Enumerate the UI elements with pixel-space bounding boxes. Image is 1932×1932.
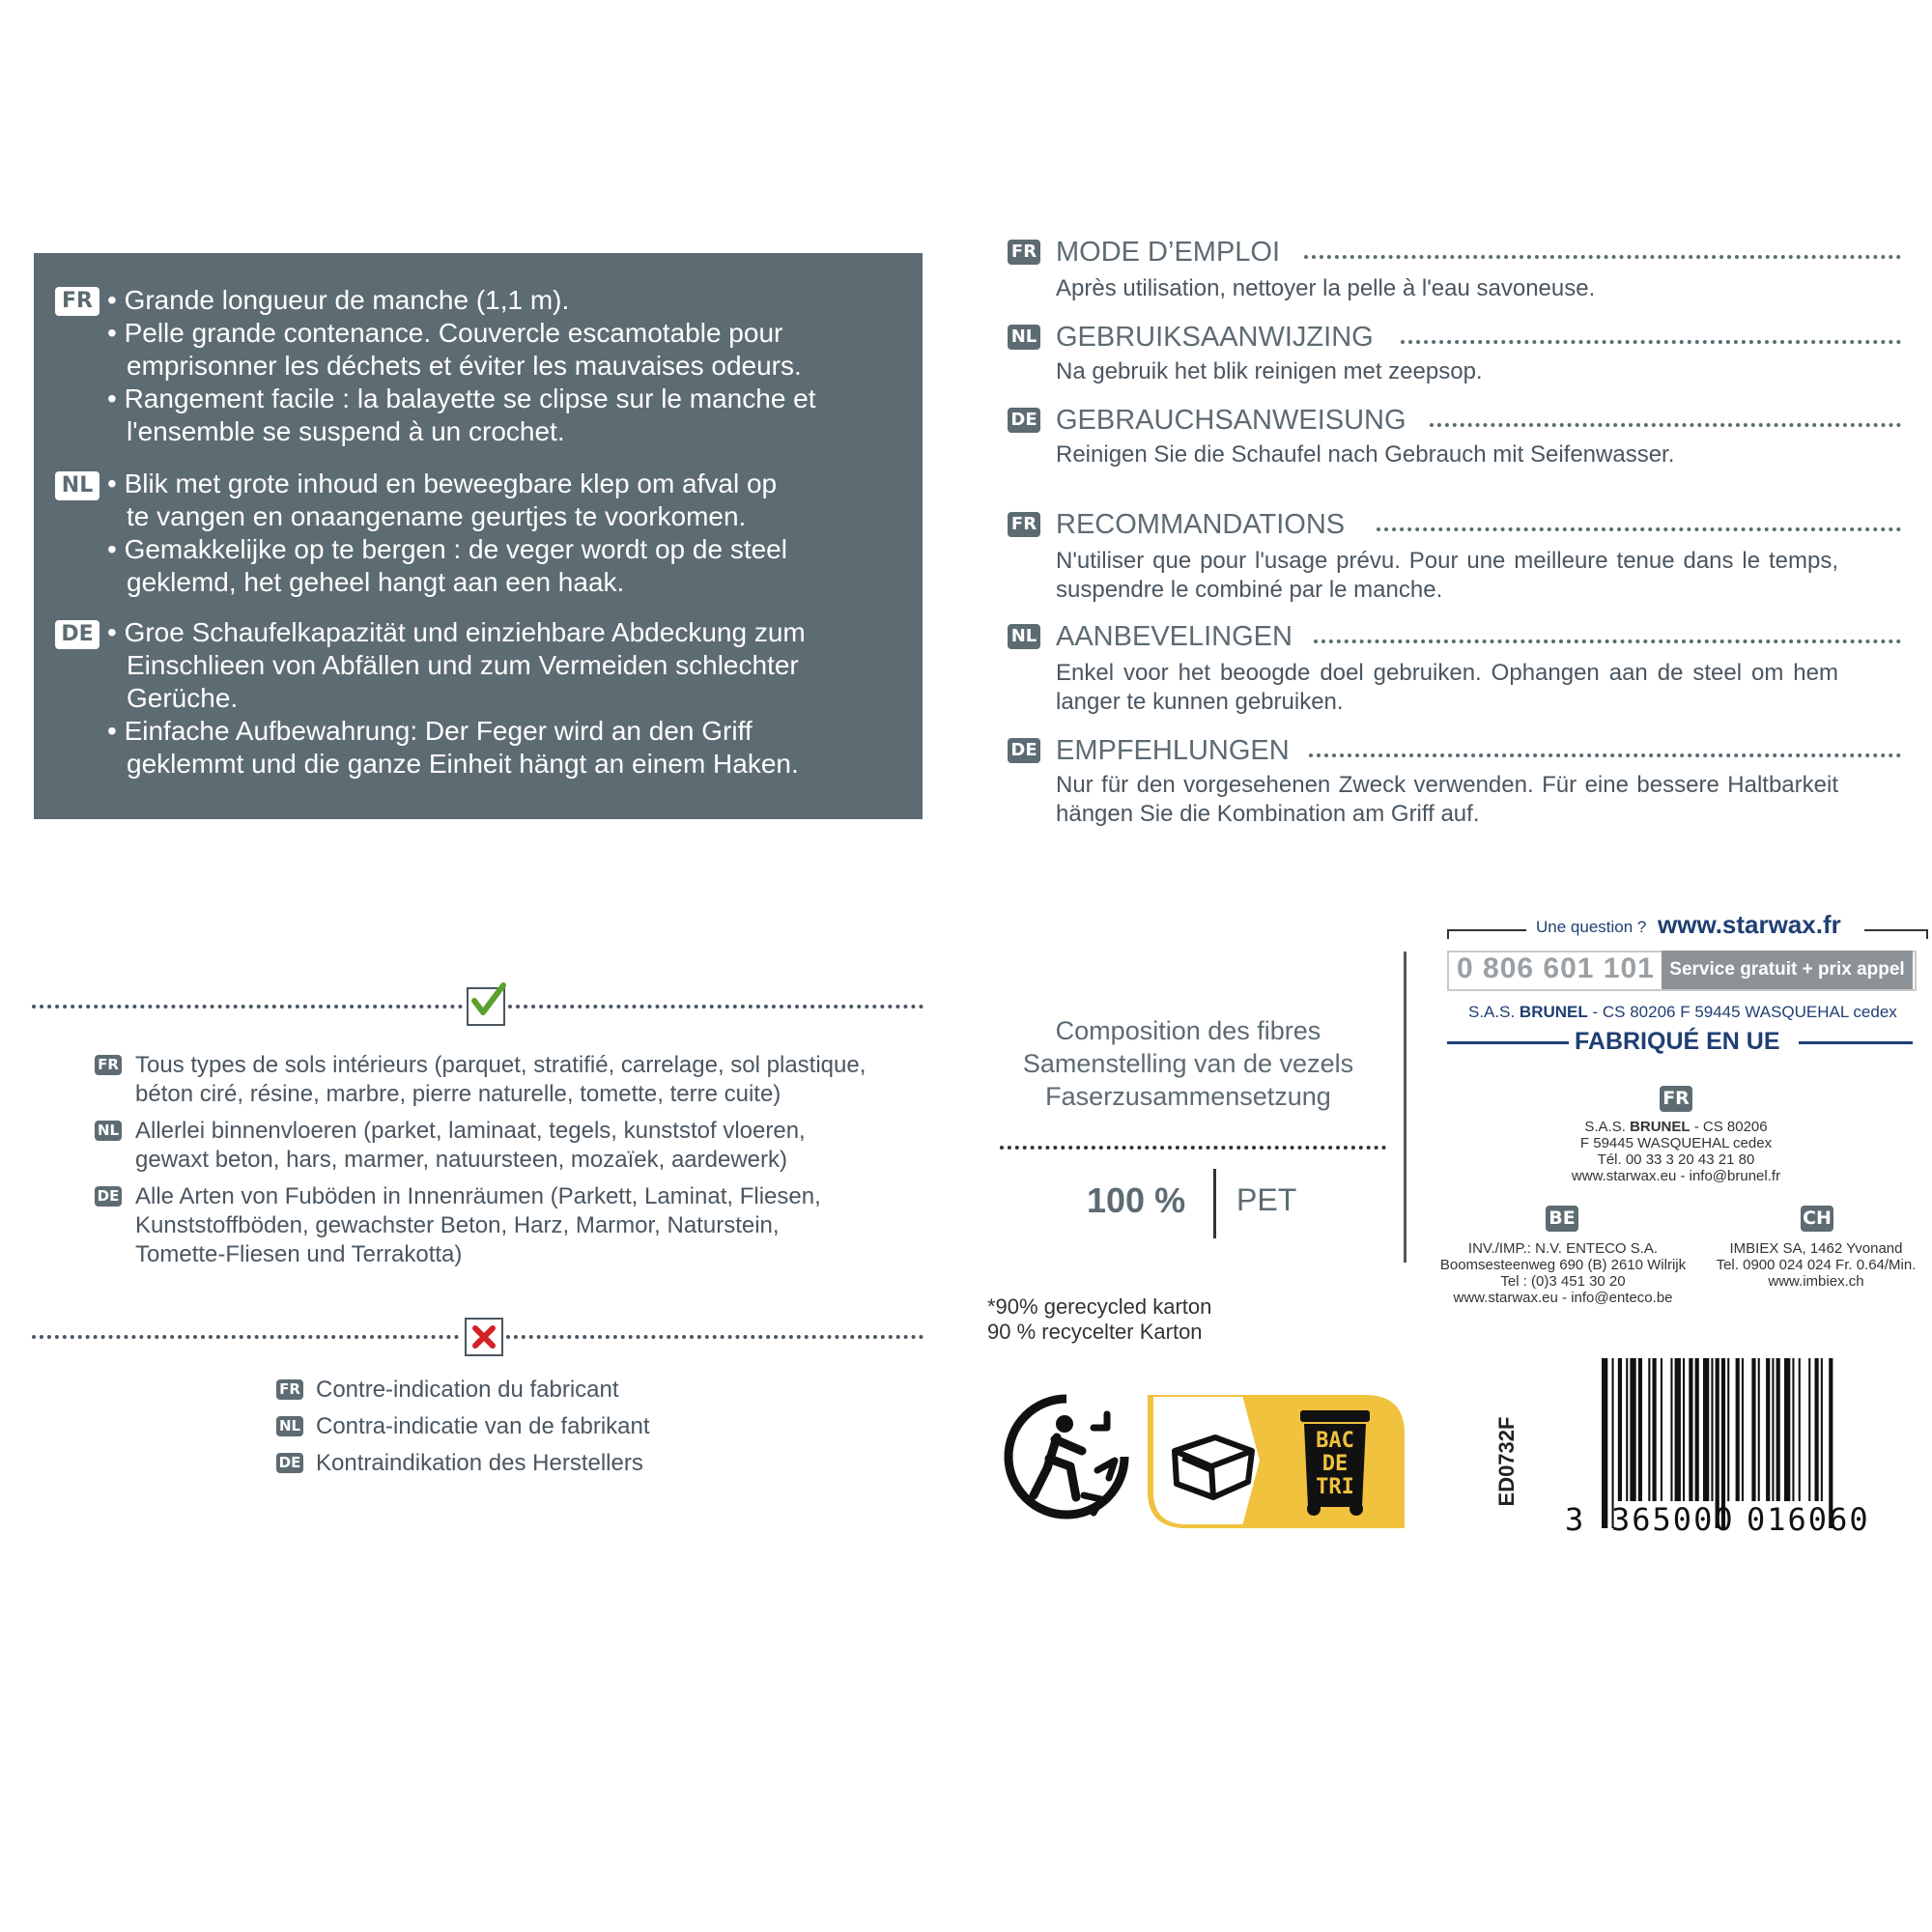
recycled-note: [987, 1294, 1211, 1345]
triman-icon: [1001, 1391, 1132, 1522]
section-text: N'utiliser que pour l'usage prévu. Pour une meilleure tenue dans le temps, suspendre le combiné par le manche.: [1056, 548, 1838, 603]
badge-nl: NL: [95, 1121, 122, 1141]
badge-nl: NL: [55, 471, 99, 500]
barcode-bar: [1711, 1358, 1713, 1501]
feature-text: • Gemakkelijke op te bergen : de veger wordt op de steel: [107, 534, 787, 564]
address-text: BRUNEL: [1630, 1119, 1690, 1135]
rule: [1799, 1041, 1913, 1044]
bin-label-line: TRI: [1316, 1475, 1354, 1499]
badge-fr: FR: [1660, 1086, 1692, 1112]
section-title: EMPFEHLUNGEN: [1056, 735, 1290, 766]
barcode-bar: [1727, 1358, 1729, 1501]
website-link[interactable]: www.starwax.fr: [1658, 910, 1841, 939]
badge-fr: FR: [95, 1055, 122, 1075]
suitable-text: béton ciré, résine, marbre, pierre naturelle, tomette, terre cuite): [135, 1081, 781, 1107]
section-text: Nur für den vorgesehenen Zweck verwenden. Für eine bessere Haltbarkeit hängen Sie die Kombination am Griff auf.: [1056, 772, 1838, 827]
address-text: Tel : (0)3 451 30 20: [1500, 1273, 1626, 1290]
dotted-rule: [1309, 753, 1901, 757]
barcode-bar: [1695, 1358, 1699, 1501]
question-label: Une question ?: [1536, 918, 1647, 936]
address-text: S.A.S.: [1584, 1119, 1631, 1135]
section-title: RECOMMANDATIONS: [1056, 509, 1346, 540]
barcode-bar: [1670, 1358, 1672, 1501]
section-text: Après utilisation, nettoyer la pelle à l'eau savoneuse.: [1056, 275, 1596, 301]
address-text: Tél. 00 33 3 20 43 21 80: [1597, 1151, 1755, 1168]
phone-number[interactable]: 0 806 601 101: [1457, 952, 1655, 984]
check-icon: [467, 987, 505, 1026]
barcode-bar: [1618, 1358, 1622, 1501]
badge-de: DE: [95, 1186, 122, 1207]
suitable-text: gewaxt beton, hars, marmer, natuursteen, mozaïek, aardewerk): [135, 1147, 787, 1173]
fibre-percent: 100 %: [1087, 1180, 1186, 1220]
suitable-text: Allerlei binnenvloeren (parket, laminaat, tegels, kunststof vloeren,: [135, 1118, 806, 1144]
feature-text: • Pelle grande contenance. Couvercle escamotable pour: [107, 318, 783, 348]
recycled-note-line: 90 % recycelter Karton: [987, 1320, 1203, 1344]
address-fr: [1531, 1119, 1821, 1184]
barcode-right-digits: 016060: [1747, 1501, 1870, 1538]
feature-text: • Groe Schaufelkapazität und einziehbare Abdeckung zum: [107, 617, 806, 647]
address-text: www.starwax.eu - info@enteco.be: [1453, 1290, 1673, 1306]
barcode-bar: [1626, 1358, 1628, 1501]
suitable-text: Kunststoffböden, gewachster Beton, Harz, Marmor, Naturstein,: [135, 1212, 780, 1238]
section-text: Na gebruik het blik reinigen met zeepsop.: [1056, 358, 1483, 384]
fibres-title: Faserzusammensetzung: [1045, 1082, 1331, 1111]
badge-be: BE: [1546, 1206, 1578, 1232]
fibres-titles: [976, 1014, 1401, 1113]
barcode-bar: [1653, 1358, 1657, 1501]
barcode-bar: [1821, 1358, 1823, 1501]
address-text: Boomsesteenweg 690 (B) 2610 Wilrijk: [1439, 1257, 1687, 1273]
barcode-bar: [1776, 1358, 1780, 1501]
section-text: Enkel voor het beoogde doel gebruiken. Ophangen aan de steel om hem langer te kunnen gebruiken.: [1056, 660, 1838, 715]
suitable-text: Tomette-Fliesen und Terrakotta): [135, 1241, 463, 1267]
badge-nl: NL: [1008, 325, 1040, 350]
section-text: Reinigen Sie die Schaufel nach Gebrauch mit Seifenwasser.: [1056, 441, 1675, 468]
feature-text: l'ensemble se suspend à un crochet.: [127, 416, 565, 446]
badge-fr: FR: [1008, 512, 1040, 537]
company-line: [1468, 1003, 1897, 1022]
feature-text: • Rangement facile : la balayette se clipse sur le manche et: [107, 384, 816, 413]
section-title: GEBRAUCHSANWEISUNG: [1056, 405, 1406, 436]
product-code: ED0732F: [1494, 1416, 1519, 1507]
address-text: Tel. 0900 024 024 Fr. 0.64/Min.: [1716, 1257, 1917, 1273]
feature-text: te vangen en onaangename geurtjes te voorkomen.: [127, 501, 747, 531]
section-title: AANBEVELINGEN: [1056, 621, 1293, 652]
sorting-banner: [1148, 1395, 1405, 1528]
divider: [1213, 1169, 1216, 1238]
badge-nl: NL: [1008, 624, 1040, 649]
dotted-rule: [32, 1335, 459, 1339]
barcode-bar: [1736, 1358, 1740, 1501]
feature-text: emprisonner les déchets et éviter les mauvaises odeurs.: [127, 351, 802, 381]
feature-text: geklemmt und die ganze Einheit hängt an einem Haken.: [127, 749, 799, 779]
feature-text: • Einfache Aufbewahrung: Der Feger wird an den Griff: [107, 716, 753, 746]
address-text: www.imbiex.ch: [1768, 1273, 1864, 1290]
contra-text: Kontraindikation des Herstellers: [316, 1450, 643, 1476]
barcode-bar: [1638, 1358, 1642, 1501]
badge-nl: NL: [276, 1416, 303, 1436]
section-title: GEBRUIKSAANWIJZING: [1056, 322, 1374, 353]
address-text: IMBIEX SA, 1462 Yvonand: [1729, 1240, 1903, 1257]
suitable-text: Alle Arten von Fuböden in Innenräumen (Parkett, Laminat, Fliesen,: [135, 1183, 821, 1209]
bin-icon: [1294, 1406, 1376, 1519]
barcode-bar: [1661, 1358, 1662, 1501]
box-icon: [1167, 1424, 1256, 1501]
barcode-bar: [1689, 1358, 1692, 1501]
rule: [1926, 929, 1928, 939]
rule: [1864, 929, 1928, 931]
barcode-bar: [1703, 1358, 1709, 1501]
contra-text: Contra-indicatie van de fabrikant: [316, 1413, 650, 1439]
barcode-bar: [1758, 1358, 1760, 1501]
feature-box: [34, 253, 923, 819]
rule: [1447, 1041, 1569, 1044]
rule: [1447, 929, 1526, 931]
dotted-rule: [32, 1005, 463, 1009]
feature-text: • Grande longueur de manche (1,1 m).: [107, 285, 570, 315]
badge-fr: FR: [1008, 240, 1040, 265]
bin-label: [1294, 1430, 1376, 1499]
address-be: [1418, 1240, 1708, 1306]
rule: [1447, 929, 1449, 939]
badge-fr: FR: [55, 287, 99, 316]
barcode-bar: [1815, 1358, 1819, 1501]
dotted-rule: [506, 1335, 923, 1339]
barcode-bar: [1808, 1358, 1810, 1501]
contra-text: Contre-indication du fabricant: [316, 1377, 619, 1403]
barcode-bar: [1792, 1358, 1794, 1501]
service-label: Service gratuit + prix appel: [1662, 951, 1913, 989]
barcode-bar: [1683, 1358, 1685, 1501]
fibre-material: PET: [1236, 1182, 1297, 1217]
company-name: BRUNEL: [1519, 1003, 1588, 1021]
badge-ch: CH: [1801, 1206, 1833, 1232]
barcode-first-digit: 3: [1565, 1501, 1584, 1538]
dotted-rule: [1430, 423, 1901, 427]
barcode-bar: [1766, 1358, 1770, 1501]
cross-icon: [465, 1318, 503, 1356]
barcode-bar: [1675, 1358, 1681, 1501]
address-text: INV./IMP.: N.V. ENTECO S.A.: [1467, 1240, 1659, 1257]
bin-label-line: BAC: [1316, 1429, 1354, 1453]
company-post: - CS 80206 F 59445 WASQUEHAL cedex: [1587, 1003, 1897, 1021]
barcode-bar: [1648, 1358, 1650, 1501]
barcode-bar: [1751, 1358, 1755, 1501]
dotted-rule: [1377, 527, 1901, 531]
dotted-rule: [1304, 255, 1901, 259]
badge-de: DE: [1008, 408, 1040, 433]
barcode-bar: [1630, 1358, 1635, 1501]
barcode-bar: [1602, 1358, 1607, 1528]
dotted-rule: [508, 1005, 923, 1009]
address-text: www.starwax.eu - info@brunel.fr: [1571, 1168, 1781, 1184]
made-in-label: FABRIQUÉ EN UE: [1575, 1028, 1780, 1055]
badge-de: DE: [1008, 738, 1040, 763]
dotted-rule: [1000, 1146, 1386, 1150]
barcode-bar: [1799, 1358, 1801, 1501]
feature-text: geklemd, het geheel hangt aan een haak.: [127, 567, 625, 597]
dotted-rule: [1401, 340, 1901, 344]
address-text: - CS 80206: [1690, 1119, 1768, 1135]
fibres-title: Samenstelling van de vezels: [1022, 1049, 1354, 1078]
fibres-title: Composition des fibres: [1055, 1016, 1321, 1045]
dotted-rule: [1314, 639, 1901, 643]
barcode-left-digits: 365000: [1611, 1501, 1735, 1538]
recycled-note-line: *90% gerecycled karton: [987, 1294, 1212, 1319]
barcode-bar: [1772, 1358, 1774, 1501]
suitable-text: Tous types de sols intérieurs (parquet, stratifié, carrelage, sol plastique,: [135, 1052, 867, 1078]
divider: [1404, 952, 1406, 1263]
barcode-bar: [1784, 1358, 1790, 1501]
feature-text: Einschlieen von Abfällen und zum Vermeiden schlechter: [127, 650, 799, 680]
badge-de: DE: [276, 1453, 303, 1473]
badge-de: DE: [55, 620, 99, 649]
feature-text: Gerüche.: [127, 683, 239, 713]
section-title: MODE D’EMPLOI: [1056, 237, 1281, 268]
feature-text: • Blik met grote inhoud en beweegbare klep om afval op: [107, 469, 778, 498]
address-text: F 59445 WASQUEHAL cedex: [1579, 1135, 1773, 1151]
badge-fr: FR: [276, 1379, 303, 1400]
company-pre: S.A.S.: [1468, 1003, 1520, 1021]
address-ch: [1702, 1240, 1930, 1290]
barcode-bar: [1742, 1358, 1744, 1501]
bin-label-line: DE: [1321, 1452, 1349, 1476]
